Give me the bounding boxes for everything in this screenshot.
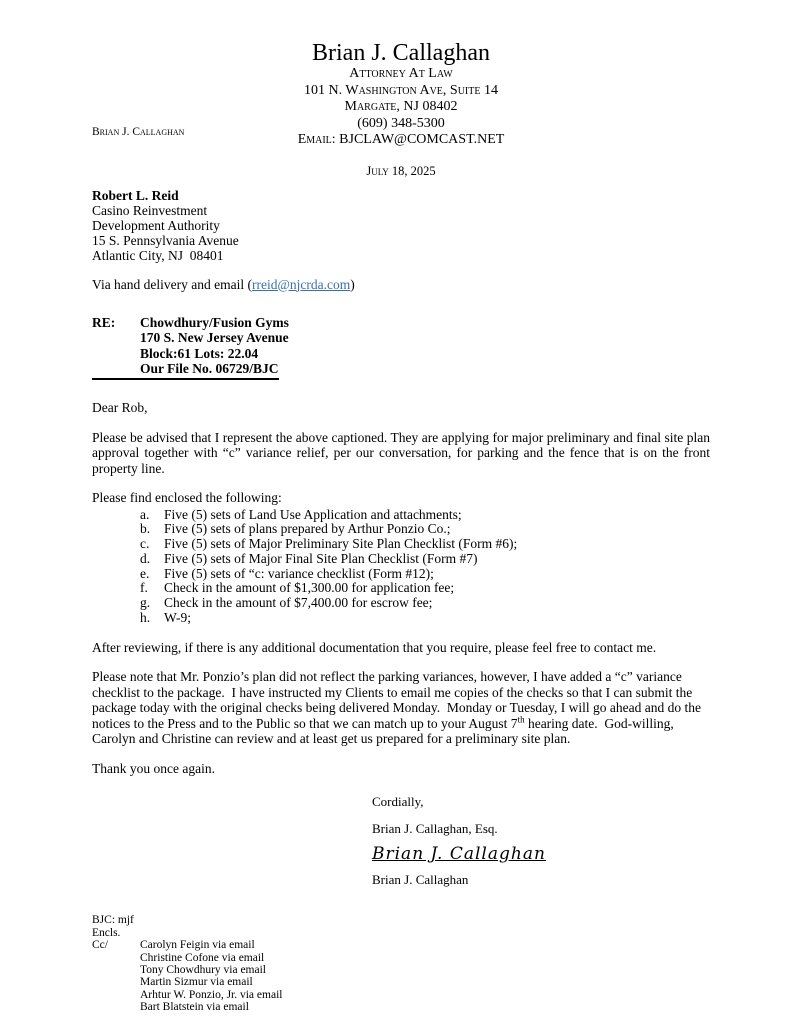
cc-item: Arhtur W. Ponzio, Jr. via email — [140, 988, 283, 1001]
enclosure-item — [92, 508, 710, 523]
re-block — [92, 315, 710, 380]
enclosure-item — [92, 596, 710, 611]
letterhead-phone: (609) 348-5300 — [357, 115, 445, 131]
enclosure-item — [92, 522, 710, 537]
enclosure-item — [92, 581, 710, 596]
cc-list — [140, 939, 282, 1013]
enclosed-intro: Please find enclosed the following: — [92, 490, 282, 505]
enclosure-text: Five (5) sets of “c: variance checklist (Form #12); — [164, 565, 434, 581]
cc-item: Tony Chowdhury via email — [140, 964, 266, 976]
enclosure-text: Five (5) sets of Land Use Application and attachments; — [164, 506, 462, 522]
cc-item: Martin Sizmur via email — [140, 976, 253, 989]
footer-enclosures: Encls. — [92, 926, 121, 939]
letterhead-address-line1: 101 N. Washington Ave, Suite 14 — [304, 82, 498, 98]
closing-name-esq: Brian J. Callaghan, Esq. — [372, 821, 498, 837]
recipient-block — [92, 188, 710, 263]
enclosure-text: Five (5) sets of Major Preliminary Site Plan Checklist (Form #6); — [164, 536, 518, 552]
delivery-line — [92, 277, 710, 293]
recipient-street: 15 S. Pennsylvania Avenue — [92, 232, 239, 248]
enclosure-item — [92, 537, 710, 552]
closing-cordially: Cordially, — [372, 794, 424, 810]
paragraph-representation: Please be advised that I represent the above captioned. They are applying for major preliminary and final site plan approval together with “c” variance relief, per our conversation, for parking and the fence that is on the front property line. — [92, 429, 710, 476]
recipient-org-line2: Development Authority — [92, 217, 220, 233]
enclosure-item — [92, 611, 710, 626]
enclosure-marker: f. — [140, 580, 148, 596]
re-file-number: Our File No. 06729/BJC — [140, 361, 279, 376]
letterhead-email: Email: BJCLAW@COMCAST.NET — [297, 132, 505, 147]
letter-footer — [92, 914, 710, 1013]
footer-reference: BJC: mjf — [92, 914, 134, 927]
cc-item: Bart Blatstein via email — [140, 1001, 249, 1014]
recipient-name: Robert L. Reid — [92, 187, 179, 203]
cc-item: Carolyn Feigin via email — [140, 939, 255, 952]
note-text-after: hearing date. God-willing, Carolyn and Christine can review and at least get us prepared for a preliminary site plan. — [92, 715, 678, 747]
paragraph-thanks: Thank you once again. — [92, 760, 215, 776]
enclosure-text: Check in the amount of $1,300.00 for application fee; — [164, 580, 455, 596]
paragraph-note — [92, 669, 710, 747]
letterhead — [92, 40, 710, 149]
delivery-prefix: Via hand delivery and email ( — [92, 276, 253, 292]
re-label: RE: — [92, 314, 116, 330]
enclosure-marker: e. — [140, 565, 150, 581]
enclosure-marker: b. — [140, 521, 151, 537]
letterhead-address-line2: Margate, NJ 08402 — [344, 99, 458, 114]
note-superscript: th — [517, 714, 525, 725]
enclosure-marker: h. — [140, 610, 151, 626]
letterhead-side-name: Brian J. Callaghan — [92, 126, 185, 138]
recipient-org-line1: Casino Reinvestment — [92, 202, 208, 218]
closing-typed-name: Brian J. Callaghan — [372, 872, 469, 888]
enclosure-marker: g. — [140, 595, 151, 611]
note-text-before: Please note that Mr. Ponzio’s plan did not reflect the parking variances, however, I have added a “c” variance checklist to the package. I have instructed my Clients to email me copies of the checks so that I can submit the package today with the original checks being delivered Monday. Monday or Tuesday, I will go ahead and do the notices to the Press and to the Public so that we can match up to your August 7 — [92, 669, 705, 731]
enclosure-item — [92, 552, 710, 567]
enclosure-marker: a. — [140, 506, 150, 522]
re-file-underline — [92, 361, 279, 380]
enclosure-marker: c. — [140, 536, 150, 552]
cc-item: Christine Cofone via email — [140, 951, 265, 964]
re-address: 170 S. New Jersey Avenue — [140, 330, 289, 345]
enclosure-item — [92, 567, 710, 582]
letter-date: July 18, 2025 — [366, 163, 436, 178]
paragraph-after-review: After reviewing, if there is any additional documentation that you require, please feel free to contact me. — [92, 639, 657, 655]
enclosure-text: Five (5) sets of Major Final Site Plan Checklist (Form #7) — [164, 550, 478, 566]
signature-block — [372, 794, 710, 888]
re-block-lots: Block:61 Lots: 22.04 — [140, 345, 259, 361]
cc-block — [92, 939, 710, 1013]
enclosure-text: W-9; — [164, 610, 191, 626]
enclosure-text: Check in the amount of $7,400.00 for escrow fee; — [164, 595, 433, 611]
delivery-suffix: ) — [350, 276, 355, 292]
enclosure-text: Five (5) sets of plans prepared by Arthur Ponzio Co.; — [164, 521, 451, 537]
cc-label: Cc/ — [92, 939, 108, 952]
enclosure-list — [92, 508, 710, 626]
handwritten-signature: Brian J. Callaghan — [372, 844, 546, 865]
enclosure-marker: d. — [140, 550, 151, 566]
recipient-email-link[interactable]: rreid@njcrda.com — [252, 276, 351, 292]
salutation: Dear Rob, — [92, 399, 148, 415]
letterhead-title: Attorney At Law — [349, 66, 453, 81]
letterhead-attorney-name: Brian J. Callaghan — [312, 40, 490, 66]
recipient-city: Atlantic City, NJ 08401 — [92, 247, 224, 263]
re-subject: Chowdhury/Fusion Gyms — [140, 314, 289, 330]
